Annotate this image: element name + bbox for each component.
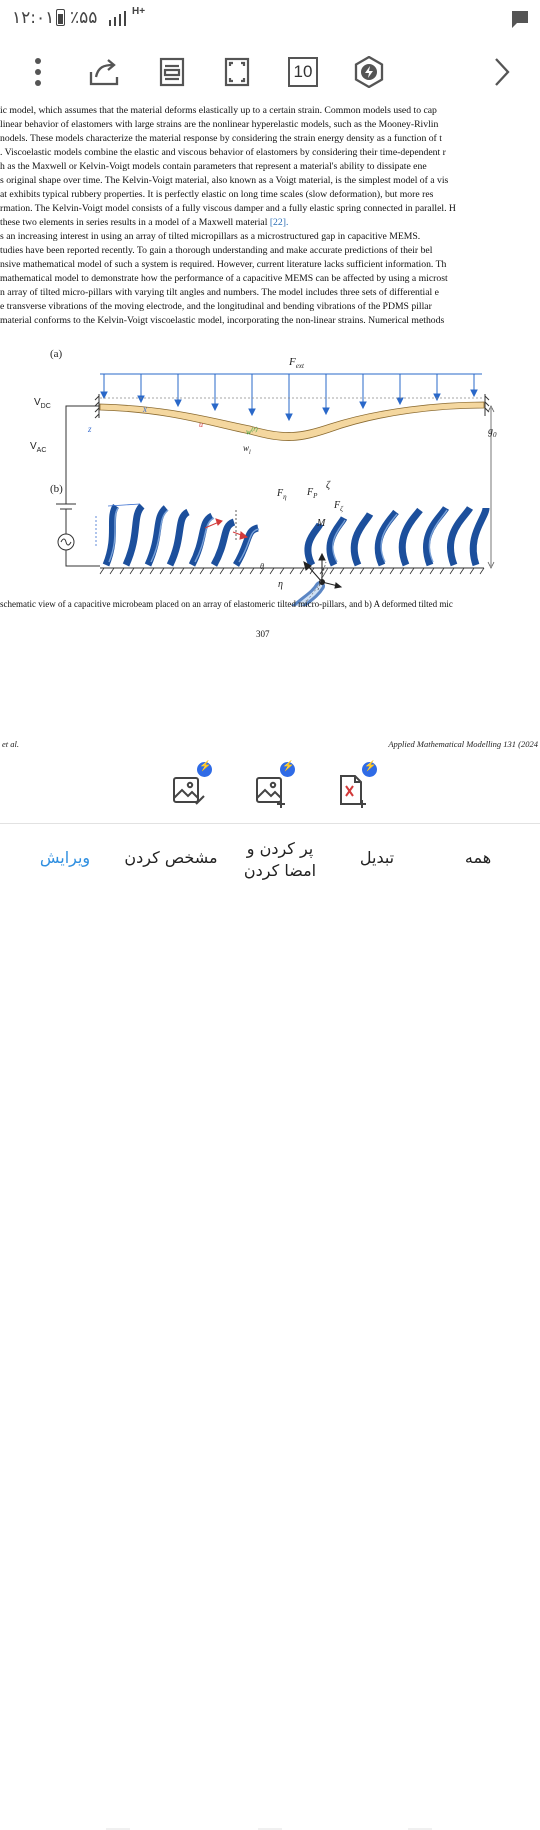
page-counter: 10 bbox=[293, 62, 313, 81]
fullscreen-icon[interactable] bbox=[217, 52, 257, 92]
f-p-label: $F_P$ bbox=[307, 487, 318, 500]
page-count-icon[interactable] bbox=[283, 52, 323, 92]
text-line: nodels. These models characterize the material response by considering the strain energy density as a function of t bbox=[0, 133, 442, 144]
text-line: at exhibits typical rubbery properties. It is perfectly elastic on long time scales (slow deformation), but more res bbox=[0, 189, 434, 200]
pdf-tools-icon[interactable] bbox=[349, 52, 389, 92]
figure-caption: schematic view of a capacitive microbeam placed on an array of elastomeric tilted micro-pillars, and b) A deformed tilted mic bbox=[0, 599, 453, 609]
premium-badge-icon bbox=[362, 762, 377, 777]
more-vert-icon[interactable] bbox=[18, 52, 58, 92]
text-line: ic model, which assumes that the material deforms elastically up to a certain strain. Common models used to cap bbox=[0, 105, 437, 116]
signal-icon bbox=[108, 10, 128, 26]
x-axis-label: x bbox=[143, 404, 147, 414]
circuit bbox=[56, 406, 100, 566]
text-line: n array of tilted micro-pillars with varying tilt angles and numbers. The model includes three sets of differential e bbox=[0, 287, 439, 298]
tab-edit[interactable]: ویرایش bbox=[39, 848, 91, 867]
text-line: material conforms to the Kelvin-Voigt viscoelastic model, incorporating the non-linear strains. Numerical methods bbox=[0, 315, 445, 326]
g0-label: $g_0$ bbox=[488, 426, 497, 439]
figure-label-b: (b) bbox=[50, 483, 63, 495]
figure-diagram bbox=[0, 346, 540, 606]
substrate-hatch bbox=[100, 568, 484, 574]
right-wall bbox=[485, 394, 489, 416]
text-line: e transverse vibrations of the moving electrode, and the longitudinal and bending vibrations of the PDMS pillar bbox=[0, 301, 432, 312]
u-label: u bbox=[199, 420, 203, 429]
add-image-icon[interactable] bbox=[253, 764, 293, 808]
text-line-part: these two elements in series results in a model of a Maxwell material bbox=[0, 217, 270, 228]
z-axis-label: z bbox=[88, 424, 92, 434]
image-to-pdf-icon[interactable] bbox=[170, 764, 210, 808]
message-icon bbox=[510, 9, 530, 29]
pdf-convert-icon[interactable] bbox=[335, 764, 375, 808]
pdf-page[interactable] bbox=[0, 102, 540, 812]
tab-all[interactable]: همه bbox=[464, 848, 492, 867]
page-number: 307 bbox=[256, 629, 270, 639]
battery-icon bbox=[56, 9, 65, 26]
running-header-left: et al. bbox=[2, 739, 19, 749]
text-line: nsive mathematical model of such a system is required. However, current literature lacks sufficient information. Th bbox=[0, 259, 447, 270]
tab-convert[interactable]: تبدیل bbox=[359, 848, 395, 867]
tab-fill-and-sign-line2: امضا کردن bbox=[243, 861, 317, 880]
text-line: . Viscoelastic models combine the elastic and viscous behavior of elastomers by considering their time-dependent r bbox=[0, 147, 446, 158]
text-line: linear behavior of elastomers with large strains are the nonlinear hyperelastic models, such as the Mooney-Rivlin bbox=[0, 119, 439, 130]
text-line: tudies have been reported recently. To gain a thorough understanding and make accurate predictions of their bel bbox=[0, 245, 433, 256]
f-ext-label: $F_{ext}$ bbox=[289, 356, 304, 371]
m-label: M bbox=[317, 518, 326, 529]
premium-badge-icon bbox=[197, 762, 212, 777]
f-zeta-label: $F_\zeta$ bbox=[334, 500, 343, 513]
text-line: s original shape over time. The Kelvin-Voigt material, also known as a Voigt material, is the simplest model of a vis bbox=[0, 175, 449, 186]
w-r-label: $w^{(r)}$ bbox=[246, 427, 258, 437]
v-ac-label: $V_{AC}$ bbox=[30, 441, 47, 454]
text-line: s an increasing interest in using an array of tilted micropillars as a microstructured gap in capacitive MEMS. bbox=[0, 231, 421, 242]
premium-badge-icon bbox=[280, 762, 295, 777]
status-bar bbox=[0, 0, 540, 38]
battery-level: ٪۵۵ bbox=[70, 8, 98, 28]
figure-label-a: (a) bbox=[50, 348, 63, 360]
micro-pillars bbox=[106, 506, 486, 565]
toolbar bbox=[0, 42, 540, 104]
text-line: rmation. The Kelvin-Voigt model consists of a fully viscous damper and a fully elastic spring connected in parallel. H bbox=[0, 203, 456, 214]
f-eta-label: $F_\eta$ bbox=[277, 488, 287, 501]
status-time: ۱۲:۰۱ bbox=[12, 8, 55, 28]
tab-fill-and-sign[interactable] bbox=[240, 838, 320, 882]
panel-divider bbox=[0, 823, 540, 824]
system-nav-bar bbox=[0, 900, 540, 960]
theta-label: θ bbox=[260, 562, 264, 571]
tab-fill-and-sign-line1: پر کردن و bbox=[246, 839, 314, 858]
w-l-label: $w_l$ bbox=[243, 443, 251, 456]
eta-label: η bbox=[278, 579, 283, 590]
text-line: h as the Maxwell or Kelvin-Voigt models contain parameters that represent a material's ability to dissipate ene bbox=[0, 161, 427, 172]
running-header-right: Applied Mathematical Modelling 131 (2024 bbox=[388, 739, 538, 749]
share-icon[interactable] bbox=[84, 52, 124, 92]
reader-mode-icon[interactable] bbox=[152, 52, 192, 92]
next-icon[interactable] bbox=[482, 52, 522, 92]
network-type: H+ bbox=[132, 6, 146, 17]
v-dc-label: $V_{DC}$ bbox=[34, 397, 51, 410]
zeta-label: ζ bbox=[326, 480, 331, 491]
tab-highlight[interactable]: مشخص کردن bbox=[124, 848, 218, 867]
text-line bbox=[0, 217, 288, 228]
text-line: mathematical model to demonstrate how the performance of a capacitive MEMS can be affected by using a microst bbox=[0, 273, 448, 284]
reference-link[interactable]: [22]. bbox=[269, 217, 289, 228]
